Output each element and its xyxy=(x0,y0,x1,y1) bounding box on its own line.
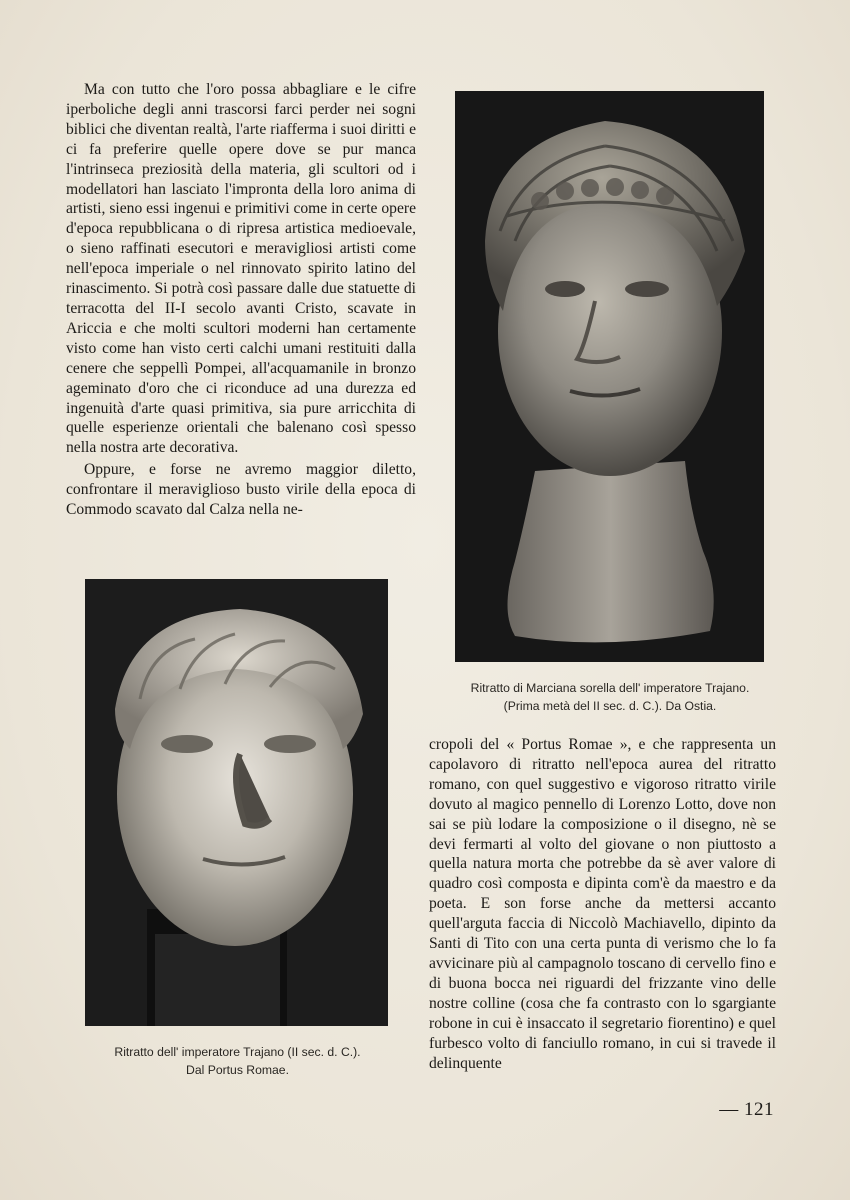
right-text-column xyxy=(429,735,776,1073)
trajan-caption-line-2: Dal Portus Romae. xyxy=(186,1063,289,1077)
marciana-caption-line-2: (Prima metà del II sec. d. C.). Da Ostia. xyxy=(503,699,717,713)
marciana-caption xyxy=(440,679,780,715)
page-number: — 121 xyxy=(719,1099,774,1120)
trajan-bust-image xyxy=(85,579,388,1026)
trajan-caption xyxy=(80,1043,395,1079)
marciana-caption-line-1: Ritratto di Marciana sorella dell' imperatore Trajano. xyxy=(470,681,750,695)
paragraph-3: cropoli del « Portus Romae », e che rappresenta un capolavoro di ritratto nell'epoca aurea del ritratto romano, con quel suggestivo e vigoroso ritratto virile dovuto al magico pennello di Lorenzo Lotto, dove non sai se più lodare la composizione o il disegno, nè se devi fermarti al volto del giovane o non piuttosto a quella natura morta che potrebbe da sè aver valore di quadro così composta e dipinta com'è da maestro e da poeta. E son forse anche da mettersi accanto quell'arguta faccia di Niccolò Machiavello, dipinto da Santi di Tito con una certa punta di verismo che lo fa avvicinare più al campagnolo toscano di cervello fino e di buona bocca nei riguardi del frizzante vino delle nostre colline (cosa che fa contrasto con lo sgargiante robone in cui è insaccato il segretario fiorentino) e quel furbesco volto di fanciullo romano, in cui si travede il delinquente xyxy=(429,736,776,1072)
paragraph-1: Ma con tutto che l'oro possa abbagliare e le cifre iperboliche degli anni trascorsi farci perder nei sogni biblici che diventan realtà, l'arte riafferma i suoi diritti e ci fa preferire quelle opere dove se pur manca l'intrinseca preziosità della materia, gli scultori od i modellatori han lasciato l'impronta della loro anima di artisti, sieno essi ingenui e primitivi come in certe opere d'epoca repubblicana o di ripresa artistica medioevale, o sieno raffinati esecutori e meravigliosi artisti come nell'epoca imperiale o nel rinnovato spirito latino del rinascimento. Si potrà così passare dalle due statuette di terracotta del II-I secolo avanti Cristo, scavate in Ariccia e che molti scultori moderni han certamente visto come han visto certi calchi umani restituiti dalla cenere che seppellì Pompei, all'acquamanile in bronzo ageminato d'oro che ci riconduce ad una durezza ed ingenuità d'arte quasi primitiva, sia pure arricchita di quelle esperienze orientali che balenano così spesso nella nostra arte decorativa. xyxy=(66,81,416,457)
trajan-caption-line-1: Ritratto dell' imperatore Trajano (II sec. d. C.). xyxy=(114,1045,361,1059)
left-text-column xyxy=(66,80,416,520)
marciana-bust-photo xyxy=(455,91,764,662)
marciana-bust-image xyxy=(455,91,764,662)
paragraph-2: Oppure, e forse ne avremo maggior diletto, confrontare il meraviglioso busto virile della epoca di Commodo scavato dal Calza nella ne- xyxy=(66,461,416,519)
trajan-bust-photo xyxy=(85,579,388,1026)
